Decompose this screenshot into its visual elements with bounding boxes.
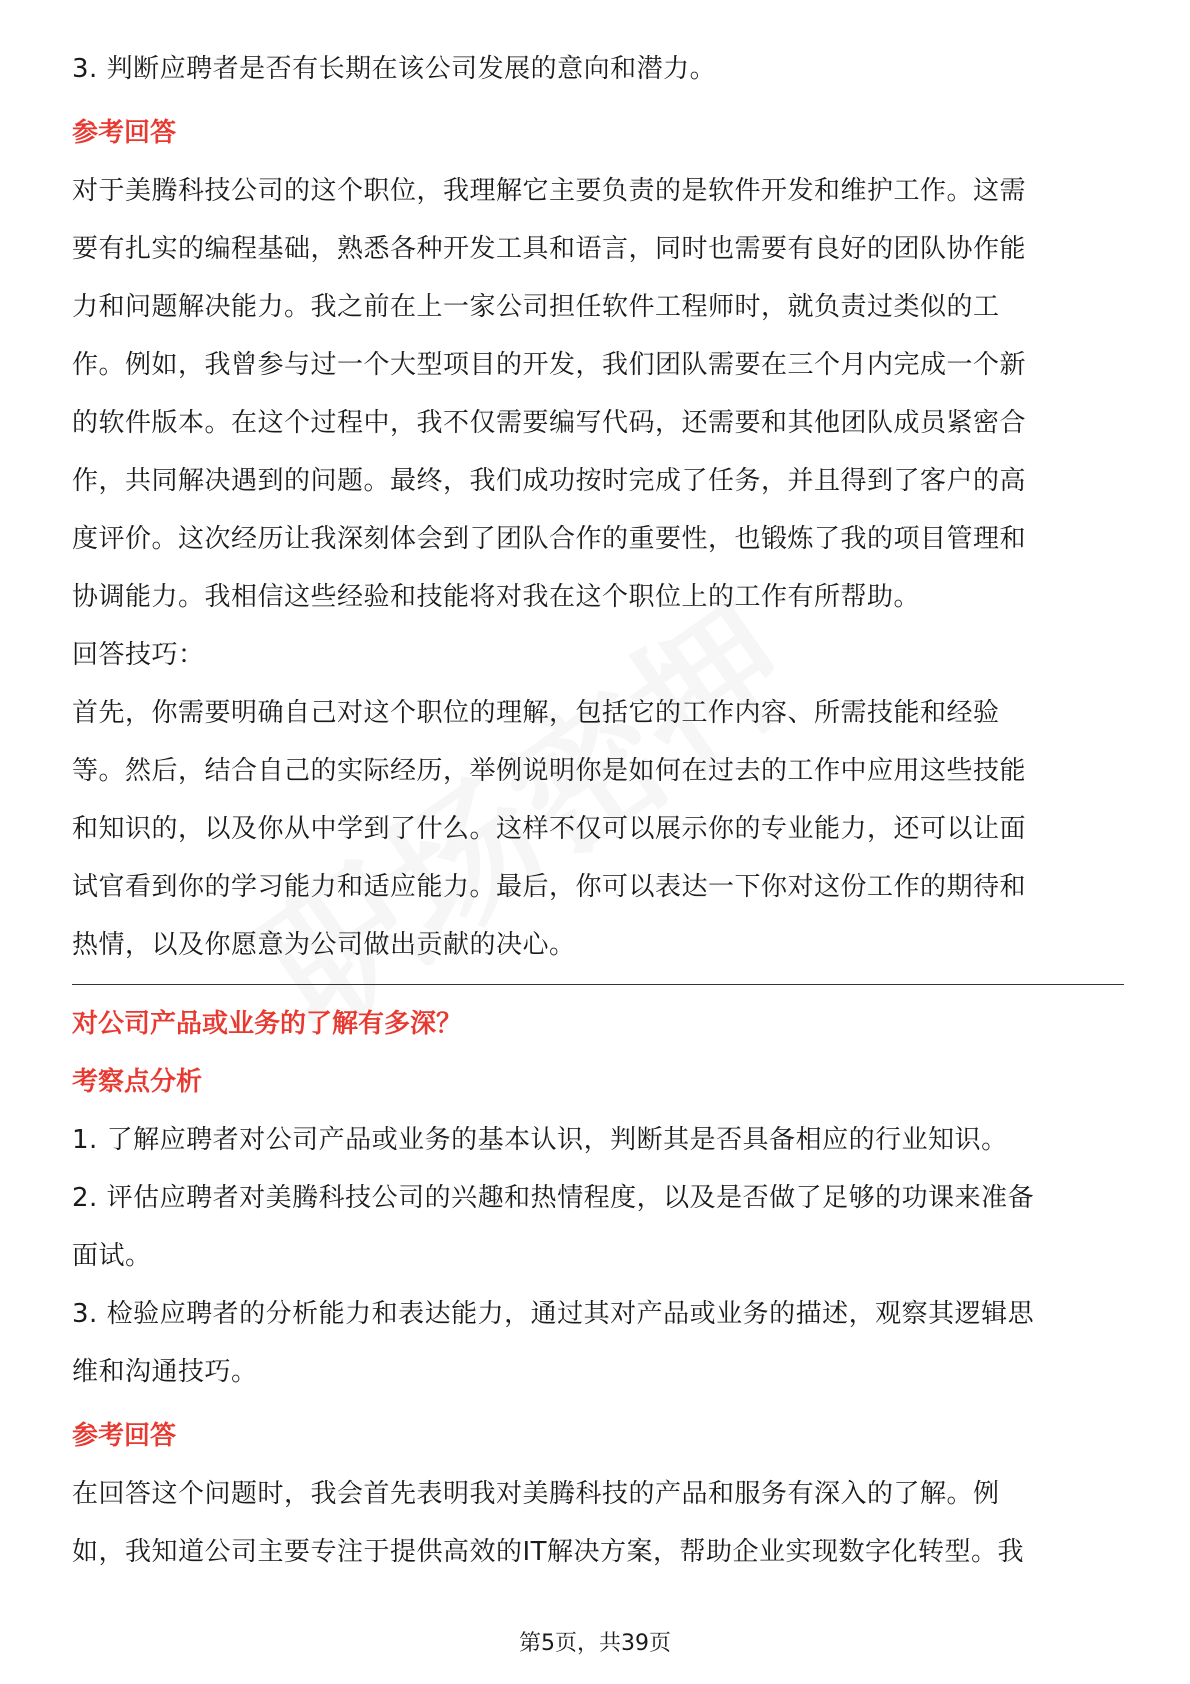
question-heading: 对公司产品或业务的了解有多深？: [72, 1009, 463, 1039]
answer-line: 对于美腾科技公司的这个职位，我理解它主要负责的是软件开发和维护工作。这需: [72, 176, 1027, 206]
answer-line: 作。例如，我曾参与过一个大型项目的开发，我们团队需要在三个月内完成一个新: [72, 350, 1027, 380]
analysis-line: 2. 评估应聘者对美腾科技公司的兴趣和热情程度，以及是否做了足够的功课来准备: [72, 1183, 1035, 1213]
analysis-line: 1. 了解应聘者对公司产品或业务的基本认识，判断其是否具备相应的行业知识。: [72, 1125, 1008, 1155]
answer-line: 度评价。这次经历让我深刻体会到了团队合作的重要性，也锻炼了我的项目管理和: [72, 524, 1027, 554]
prior-analysis-point: 3. 判断应聘者是否有长期在该公司发展的意向和潜力。: [72, 54, 717, 84]
tips-line: 热情，以及你愿意为公司做出贡献的决心。: [72, 930, 576, 960]
answer-line: 作，共同解决遇到的问题。最终，我们成功按时完成了任务，并且得到了客户的高: [72, 466, 1027, 496]
tips-paragraph: [72, 684, 1124, 974]
answer-line: 的软件版本。在这个过程中，我不仅需要编写代码，还需要和其他团队成员紧密合: [72, 408, 1027, 438]
tips-line: 首先，你需要明确自己对这个职位的理解，包括它的工作内容、所需技能和经验: [72, 698, 1000, 728]
answer-heading: 参考回答: [72, 118, 177, 148]
answer-line: 力和问题解决能力。我之前在上一家公司担任软件工程师时，就负责过类似的工: [72, 292, 1000, 322]
answer-paragraph: [72, 162, 1124, 626]
tips-label: 回答技巧：: [72, 640, 205, 670]
analysis-line: 3. 检验应聘者的分析能力和表达能力，通过其对产品或业务的描述，观察其逻辑思: [72, 1299, 1035, 1329]
analysis-line: 维和沟通技巧。: [72, 1357, 258, 1387]
answer-heading-2: 参考回答: [72, 1421, 177, 1451]
analysis-line: 面试。: [72, 1241, 152, 1271]
answer-line: 在回答这个问题时，我会首先表明我对美腾科技的产品和服务有深入的了解。例: [72, 1479, 1000, 1509]
answer-line: 协调能力。我相信这些经验和技能将对我在这个职位上的工作有所帮助。: [72, 582, 921, 612]
tips-line: 等。然后，结合自己的实际经历，举例说明你是如何在过去的工作中应用这些技能: [72, 756, 1027, 786]
answer-line: 如，我知道公司主要专注于提供高效的IT解决方案，帮助企业实现数字化转型。我: [72, 1537, 1025, 1567]
analysis-list: [72, 1111, 1124, 1401]
tips-line: 和知识的，以及你从中学到了什么。这样不仅可以展示你的专业能力，还可以让面: [72, 814, 1027, 844]
section-divider: [72, 984, 1124, 985]
answer-line: 要有扎实的编程基础，熟悉各种开发工具和语言，同时也需要有良好的团队协作能: [72, 234, 1027, 264]
tips-line: 试官看到你的学习能力和适应能力。最后，你可以表达一下你对这份工作的期待和: [72, 872, 1027, 902]
document-page: [72, 40, 1124, 1581]
page-indicator: 第5页，共39页: [519, 1631, 671, 1656]
analysis-heading: 考察点分析: [72, 1067, 203, 1097]
answer-paragraph-2: [72, 1465, 1124, 1581]
